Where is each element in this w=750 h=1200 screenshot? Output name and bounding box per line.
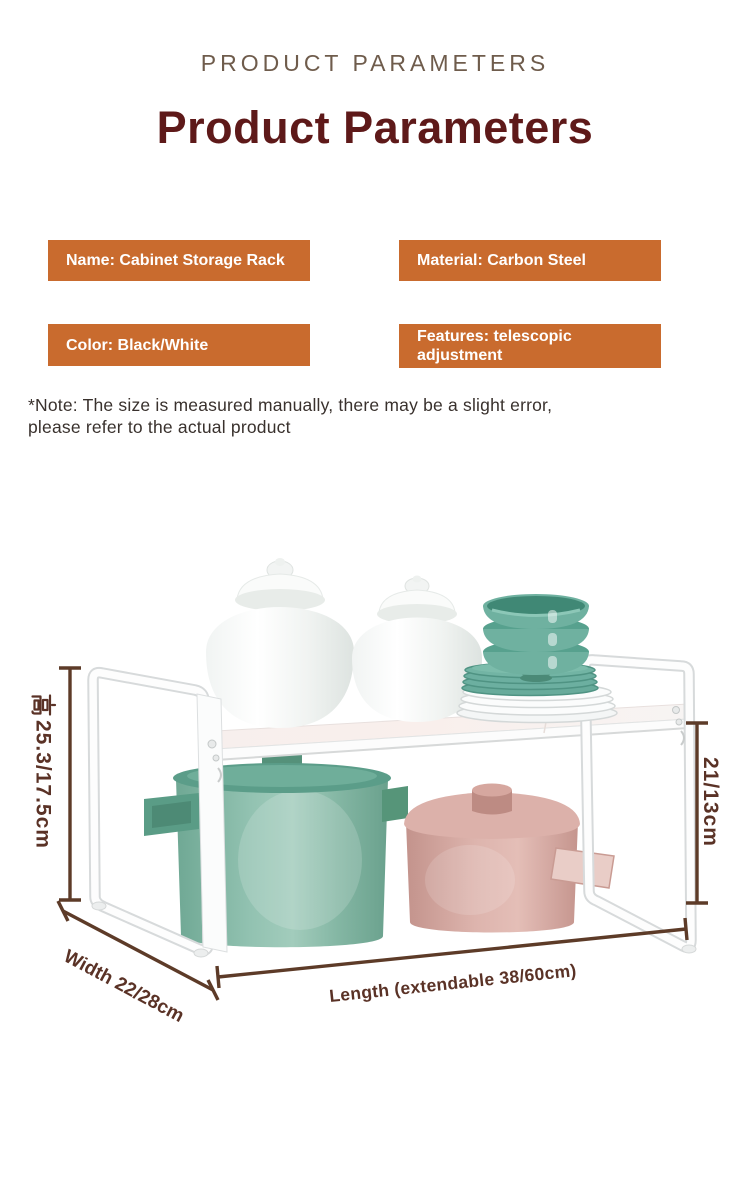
teal-pot-right-handle xyxy=(382,786,408,822)
bowl-highlight xyxy=(548,610,557,623)
screw xyxy=(676,719,682,725)
rack-foot xyxy=(92,902,106,910)
jar-large-body xyxy=(206,607,354,728)
height-dimension xyxy=(32,668,82,900)
spec-name-label: Name: Cabinet Storage Rack xyxy=(66,252,285,269)
under-shelf-dimension-label: 21/13cm xyxy=(699,757,722,847)
teal-pot-highlight xyxy=(238,790,362,930)
spec-material-label: Material: Carbon Steel xyxy=(417,252,586,269)
screw xyxy=(213,755,219,761)
height-dimension-label: 25.3/17.5cm xyxy=(31,720,55,849)
section-eyebrow: PRODUCT PARAMETERS xyxy=(200,50,550,76)
bowl-foot-base xyxy=(520,674,552,682)
kanji-height-glyph xyxy=(33,696,56,715)
note-line-1: *Note: The size is measured manually, there may be a slight error, xyxy=(28,395,553,415)
spec-features-label: Features: telescopic adjustment xyxy=(417,328,572,364)
storage-jar-large xyxy=(206,558,354,728)
screw xyxy=(673,707,680,714)
jar-large-knob-tip xyxy=(275,558,285,566)
note-line-2: please refer to the actual product xyxy=(28,417,291,437)
length-dimension-label: Length (extendable 38/60cm) xyxy=(328,960,578,1006)
spec-color-label: Color: Black/White xyxy=(66,336,209,354)
length-cap-end xyxy=(685,918,687,940)
jar-small-knob-tip xyxy=(413,576,422,583)
rack-foot xyxy=(682,945,696,953)
hanging-hook xyxy=(681,731,684,745)
length-cap-start xyxy=(217,966,219,988)
rack-illustration xyxy=(92,558,696,957)
rack-foot xyxy=(194,949,208,957)
pink-pot-knob-top xyxy=(472,784,512,797)
width-dimension-label: Width 22/28cm xyxy=(60,946,188,1027)
bowl-highlight xyxy=(548,633,557,646)
teal-bowl-stack xyxy=(483,594,589,682)
bowl-highlight xyxy=(548,656,557,669)
pink-pot-highlight xyxy=(425,845,515,915)
screw xyxy=(208,740,216,748)
page-title: Product Parameters xyxy=(156,102,594,153)
large-teal-pot xyxy=(144,742,408,948)
